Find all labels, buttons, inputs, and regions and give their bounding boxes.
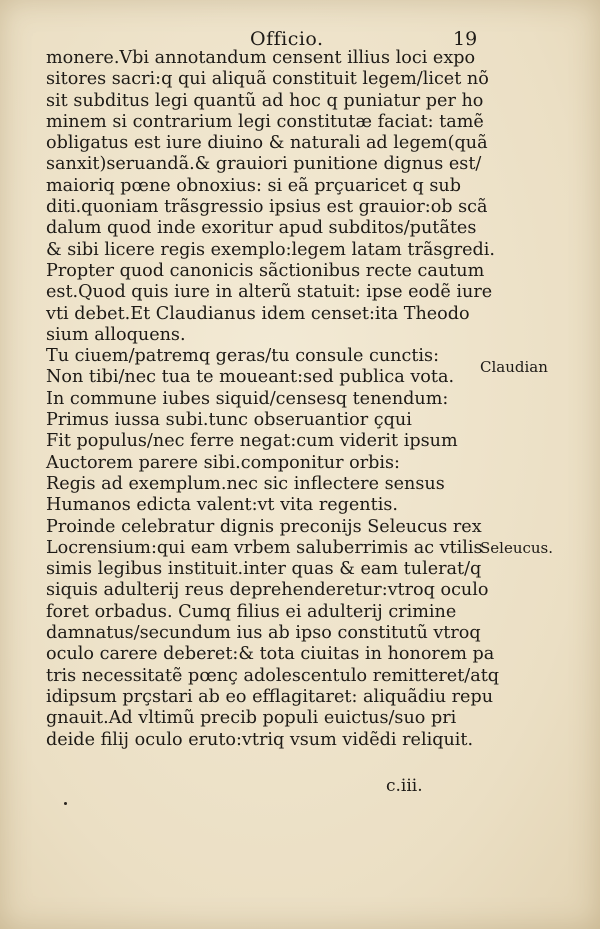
text-line: obligatus est iure diuino & naturali ad legem(quã: [46, 133, 488, 154]
text-line: sitores sacri:q qui aliquã constituit legem/licet nõ: [46, 69, 489, 90]
body-text: [46, 48, 500, 751]
text-line: Auctorem parere sibi.componitur orbis:: [46, 452, 400, 473]
text-line: siquis adulterij reus deprehenderetur:vtroq oculo: [46, 580, 489, 601]
text-line: vti debet.Et Claudianus idem censet:ita Theodo: [46, 303, 470, 324]
text-line: Proinde celebratur dignis preconijs Seleucus rex: [46, 516, 482, 537]
text-line: oculo carere deberet:& tota ciuitas in honorem pa: [46, 644, 495, 665]
text-line: dalum quod inde exoritur apud subditos/putãtes: [46, 218, 477, 239]
text-line: idipsum prçstari ab eo efflagitaret: aliquãdiu repu: [46, 686, 494, 707]
text-line: tris necessitatẽ pœnç adolescentulo remitteret/atq: [46, 665, 500, 686]
text-line: sium alloquens.: [46, 324, 186, 345]
text-line: Propter quod canonicis sãctionibus recte cautum: [46, 260, 485, 281]
text-line: minem si contrarium legi constitutæ faciat: tamẽ: [46, 111, 484, 132]
text-line: monere.Vbi annotandum censent illius loci expo: [46, 48, 476, 68]
signature-mark: c.iii.: [386, 776, 423, 796]
text-line: In commune iubes siquid/censesq tenendum:: [46, 388, 449, 409]
text-line: sit subditus legi quantũ ad hoc q puniatur per ho: [46, 90, 484, 111]
text-line: Regis ad exemplum.nec sic inflectere sensus: [46, 473, 445, 494]
text-line: deide filij oculo eruto:vtriq vsum vidẽdi reliquit.: [46, 729, 474, 750]
text-line: Non tibi/nec tua te moueant:sed publica vota.: [46, 367, 455, 388]
text-line: gnauit.Ad vltimũ precib populi euictus/suo pri: [46, 708, 457, 729]
text-line: est.Quod quis iure in alterũ statuit: ipse eodẽ iure: [46, 282, 493, 303]
text-line: Fit populus/nec ferre negat:cum viderit ipsum: [46, 431, 458, 452]
text-line: Primus iussa subi.tunc obseruantior çqui: [46, 410, 412, 431]
margin-note-seleucus: Seleucus.: [480, 539, 554, 557]
text-line: & sibi licere regis exemplo:legem latam trãsgredi.: [46, 239, 496, 260]
text-line: simis legibus instituit.inter quas & eam tulerat/q: [46, 559, 482, 580]
text-line: foret orbadus. Cumq filius ei adulterij crimine: [46, 601, 457, 622]
text-line: Tu ciuem/patremq geras/tu consule cunctis:: [46, 346, 439, 367]
text-line: damnatus/secundum ius ab ipso constitutũ vtroq: [46, 623, 481, 644]
margin-note-claudian: Claudian: [480, 358, 548, 376]
page-number: 19: [453, 28, 478, 50]
text-line: Locrensium:qui eam vrbem saluberrimis ac vtilis: [46, 537, 483, 558]
text-line: sanxit)seruandã.& grauiori punitione dignus est/: [46, 154, 482, 175]
text-line: Humanos edicta valent:vt vita regentis.: [46, 495, 398, 516]
running-head: Officio.: [250, 28, 324, 50]
ink-speck: [64, 802, 67, 805]
text-line: diti.quoniam trãsgressio ipsius est grauior:ob scã: [46, 197, 488, 218]
text-line: maioriq pœne obnoxius: si eã prçuaricet q sub: [46, 175, 462, 196]
